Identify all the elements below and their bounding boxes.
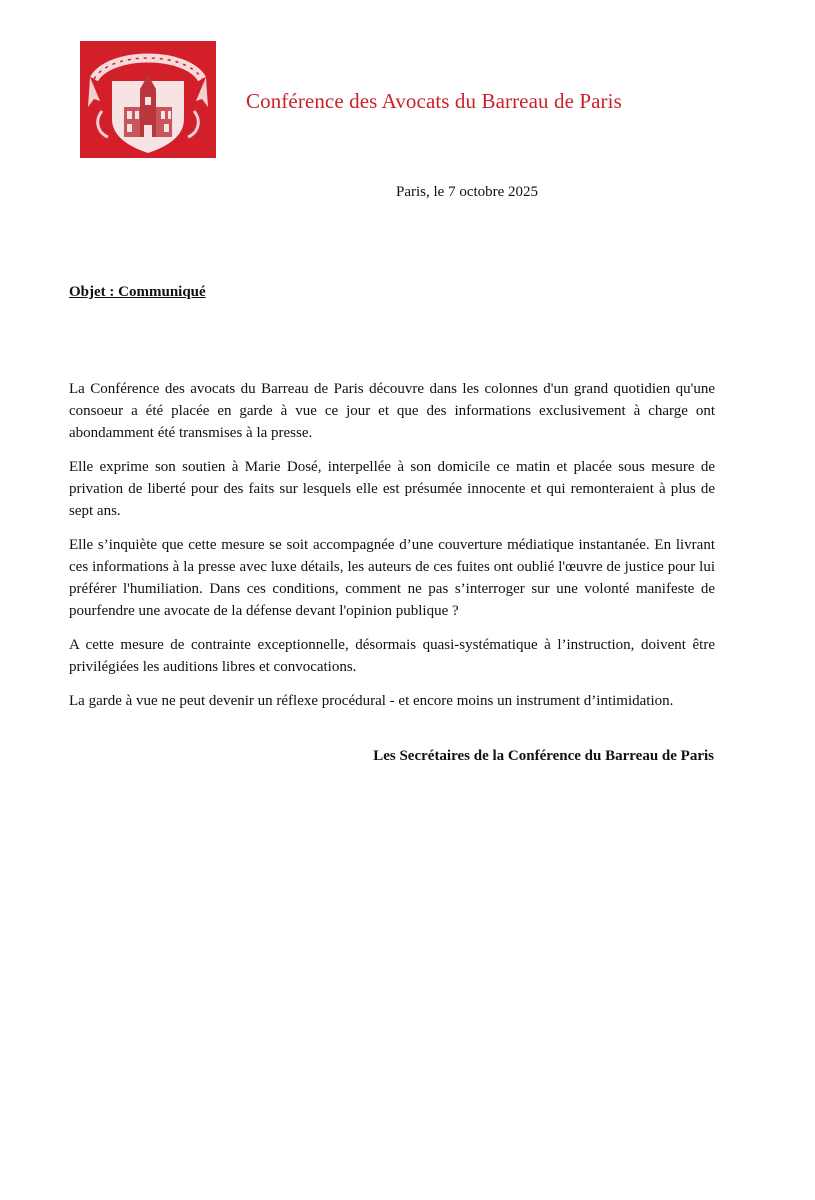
body-paragraph: Elle s’inquiète que cette mesure se soit accompagnée d’une couverture médiatique instantanée. En livrant ces informations à la presse avec luxe détails, les auteurs de ces fuites ont oublié l'œuvre de justice pour lui préférer l'humiliation. Dans ces conditions, comment ne pas s’interroger sur une volonté manifeste de pourfendre une avocate de la défense devant l'opinion publique ?: [69, 537, 715, 619]
organization-name: Conférence des Avocats du Barreau de Paris: [246, 89, 622, 113]
body-paragraph: La garde à vue ne peut devenir un réflexe procédural - et encore moins un instrument d’intimidation.: [69, 693, 674, 709]
letter-date: Paris, le 7 octobre 2025: [396, 184, 539, 200]
letter-subject: Objet : Communiqué: [69, 284, 206, 300]
bar-of-paris-crest-icon: [80, 41, 216, 158]
body-paragraph: La Conférence des avocats du Barreau de Paris découvre dans les colonnes d'un grand quotidien qu'une consoeur a été placée en garde à vue ce jour et que des informations exclusivement à charge ont abondamment été transmises à la presse.: [69, 381, 715, 441]
body-paragraph: A cette mesure de contrainte exceptionnelle, désormais quasi-systématique à l’instruction, doivent être privilégiées les auditions libres et convocations.: [69, 637, 715, 675]
body-paragraph: Elle exprime son soutien à Marie Dosé, interpellée à son domicile ce matin et placée sous mesure de privation de liberté pour des faits sur lesquels elle est présumée innocente et qui remonteraient à plus de sept ans.: [69, 459, 715, 519]
letter-signature: Les Secrétaires de la Conférence du Barreau de Paris: [373, 748, 714, 764]
letter-body: [69, 378, 715, 724]
